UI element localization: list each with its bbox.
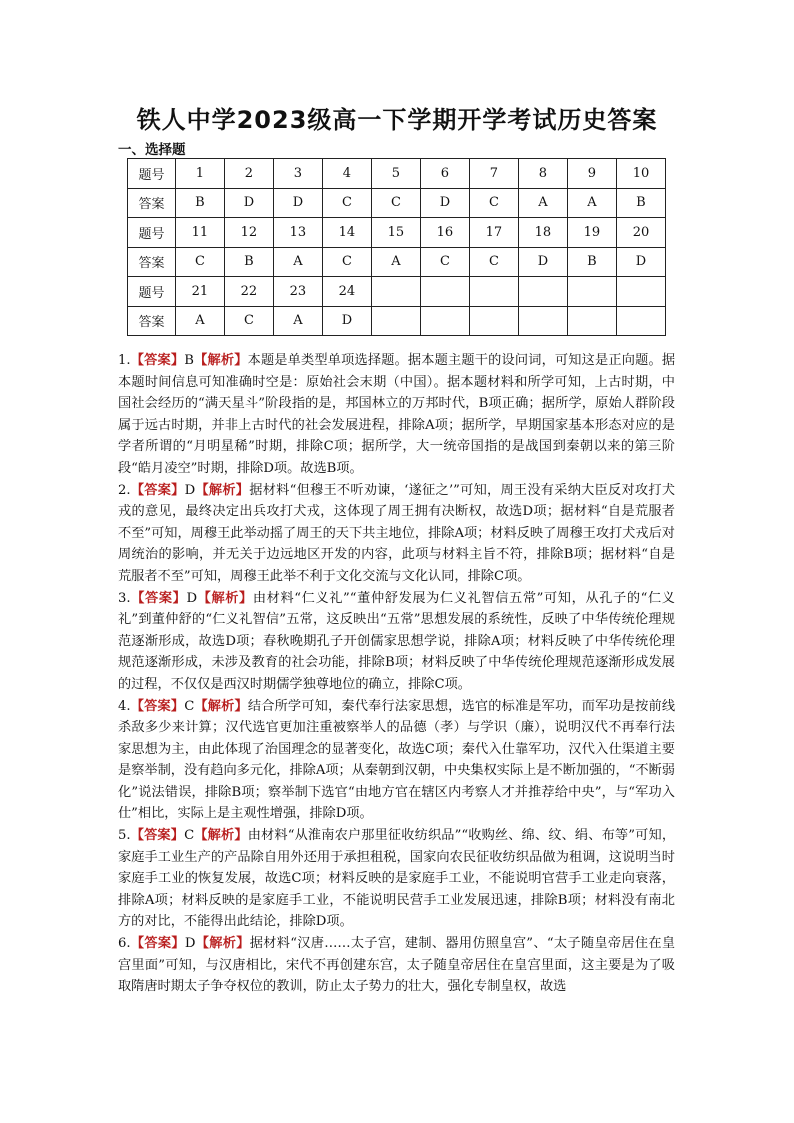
analysis-text: 据材料“但穆王不听劝谏，‘遂征之’”可知，周王没有采纳大臣反对攻打犬戎的意见，最终决定出兵攻打犬戎，这体现了周王拥有决断权，故选D项；据材料“自是荒服者不至”可知，周穆王此举动摇了周王的天下共主地位，排除A项；材料反映了周穆王攻打犬戎后对周统治的影响，并无关于边远地区开发的内容，此项与材料主旨不符，排除B项；据材料“自是荒服者不至”可知，周穆王此举不利于文化交流与文化认同，排除C项。 — [118, 482, 676, 584]
answer-cell: A — [273, 306, 322, 336]
question-number-cell: 15 — [371, 218, 420, 248]
question-number-cell — [469, 277, 518, 307]
analysis-item — [118, 588, 675, 696]
analysis-text: 本题是单类型单项选择题。据本题主题干的设问词，可知这是正向题。据本题时间信息可知准确时空是：原始社会末期（中国）。据本题材料和所学可知，上古时期，中国社会经历的“满天星斗”阶段指的是，邦国林立的万邦时代，B项正确；据所学，原始人群阶段属于远古时期，并非上古时代的社会发展进程，排除A项；据所学，早期国家基本形态对应的是学者所谓的“月明星稀”时期，排除C项；据所学，大一统帝国指的是战国到秦朝以来的第三阶段“皓月凌空”时期，排除D项。故选B项。 — [118, 353, 676, 476]
answer-tag: 【答案】 — [130, 590, 187, 606]
answer-cell: B — [616, 188, 665, 218]
analysis-item — [118, 696, 675, 826]
answer-cell: A — [518, 188, 567, 218]
question-number-cell: 7 — [469, 159, 518, 189]
question-number-cell: 18 — [518, 218, 567, 248]
row-label: 题号 — [128, 159, 176, 189]
answer-row — [128, 188, 666, 218]
question-number-cell: 9 — [567, 159, 616, 189]
question-number: 4. — [118, 698, 131, 714]
question-number-cell: 11 — [175, 218, 224, 248]
analysis-text: 结合所学可知，秦代奉行法家思想，选官的标准是军功，而军功是按前线杀敌多少来计算；汉代选官更加注重被察举人的品德（孝）与学识（廉），说明汉代不再奉行法家思想为主，由此体现了治国理念的显著变化，故选C项；秦代入仕靠军功，汉代入仕渠道主要是察举制，没有趋向多元化，排除A项；从秦朝到汉朝，中央集权实际上是不断加强的，“不断弱化”说法错误，排除B项；察举制下选官“由地方官在辖区内考察人才并推荐给中央”，与“军功入仕”相比，实际上是主观性增强，排除D项。 — [118, 698, 676, 822]
answer-cell: D — [322, 306, 371, 336]
answer-cell — [469, 306, 518, 336]
question-number-cell: 14 — [322, 218, 371, 248]
analysis-text: 由材料“仁义礼”“董仲舒发展为仁义礼智信五常”可知，从孔子的“仁义礼”到董仲舒的“仁义礼智信”五常，这反映出“五常”思想发展的系统性，反映了中华传统伦理规范逐渐形成，故选D项；春秋晚期孔子开创儒家思想学说，排除A项；材料反映了中华传统伦理规范逐渐形成，未涉及教育的社会功能，排除B项；材料反映了中华传统伦理规范逐渐形成发展的过程，不仅仅是西汉时期儒学独尊地位的确立，排除C项。 — [118, 590, 675, 692]
section-heading: 一、选择题 — [118, 142, 186, 158]
question-number-row — [128, 159, 666, 189]
question-number-cell — [518, 277, 567, 307]
analysis-item — [118, 480, 675, 588]
answer-tag: 【答案】 — [130, 353, 185, 368]
answer-tag: 【答案】 — [130, 698, 185, 714]
question-number-cell: 10 — [616, 159, 665, 189]
question-number-cell: 21 — [175, 277, 224, 307]
analysis-tag: 【解析】 — [195, 936, 250, 952]
question-number-cell: 19 — [567, 218, 616, 248]
answer-cell: C — [420, 247, 469, 277]
question-number-cell — [371, 277, 420, 307]
question-number: 2. — [118, 482, 131, 498]
question-number: 6. — [118, 936, 131, 952]
question-number-cell: 1 — [175, 159, 224, 189]
row-label: 答案 — [128, 247, 176, 277]
answer-cell — [371, 306, 420, 336]
answer-cell: B — [175, 188, 224, 218]
answer-cell: D — [616, 247, 665, 277]
row-label: 题号 — [128, 277, 176, 307]
question-number-cell: 20 — [616, 218, 665, 248]
question-number-row — [128, 218, 666, 248]
answer-cell: C — [469, 247, 518, 277]
question-number-cell: 23 — [273, 277, 322, 307]
answer-cell: C — [322, 188, 371, 218]
analysis-item — [118, 350, 675, 480]
question-number-cell: 3 — [273, 159, 322, 189]
answer-letter: C — [184, 698, 195, 714]
question-number-cell: 2 — [224, 159, 273, 189]
row-label: 题号 — [128, 218, 176, 248]
question-number-cell: 24 — [322, 277, 371, 307]
answer-cell: D — [273, 188, 322, 218]
question-number-cell — [616, 277, 665, 307]
answer-cell: B — [224, 247, 273, 277]
question-number: 3. — [118, 590, 131, 606]
answer-cell: A — [175, 306, 224, 336]
answer-cell: B — [567, 247, 616, 277]
answer-letter: D — [186, 590, 198, 606]
analysis-tag: 【解析】 — [197, 590, 253, 606]
answer-cell — [518, 306, 567, 336]
row-label: 答案 — [128, 188, 176, 218]
answer-cell — [567, 306, 616, 336]
analysis-text: 由材料“从淮南农户那里征收纺织品”“收购丝、绵、纹、绢、布等”可知，家庭手工业生产的产品除自用外还用于承担租税，国家向农民征收纺织品做为租调，这说明当时家庭手工业的恢复发展，故选C项；材料反映的是家庭手工业，不能说明官营手工业走向衰落，排除A项；材料反映的是家庭手工业，不能说明民营手工业发展迅速，排除B项；材料没有南北方的对比，不能得出此结论，排除D项。 — [118, 828, 676, 930]
answer-tag: 【答案】 — [130, 828, 185, 844]
answer-tag: 【答案】 — [130, 936, 185, 952]
answer-cell: A — [273, 247, 322, 277]
question-number-cell: 4 — [322, 159, 371, 189]
question-number-cell: 5 — [371, 159, 420, 189]
page-title: 铁人中学2023级高一下学期开学考试历史答案 — [136, 106, 658, 134]
analysis-tag: 【解析】 — [194, 698, 248, 714]
question-number-cell: 16 — [420, 218, 469, 248]
question-number-cell: 6 — [420, 159, 469, 189]
answer-cell: A — [371, 247, 420, 277]
answer-cell: D — [420, 188, 469, 218]
question-number-cell: 13 — [273, 218, 322, 248]
answer-cell: C — [371, 188, 420, 218]
answer-row — [128, 306, 666, 336]
analysis-item — [118, 825, 675, 933]
question-number-cell — [420, 277, 469, 307]
answer-letter: D — [184, 482, 196, 498]
answer-cell: C — [224, 306, 273, 336]
answer-cell — [420, 306, 469, 336]
answer-cell — [616, 306, 665, 336]
analysis-tag: 【解析】 — [195, 482, 250, 498]
question-number-cell: 17 — [469, 218, 518, 248]
question-number-cell — [567, 277, 616, 307]
answer-cell: C — [175, 247, 224, 277]
question-number-cell: 22 — [224, 277, 273, 307]
question-number: 5. — [118, 828, 131, 844]
analysis-tag: 【解析】 — [194, 828, 248, 844]
answer-cell: D — [518, 247, 567, 277]
answer-letter: D — [184, 936, 196, 952]
answer-cell: D — [224, 188, 273, 218]
answer-cell: A — [567, 188, 616, 218]
question-number-row — [128, 277, 666, 307]
analysis-item — [118, 933, 675, 998]
analysis-text: 据材料“汉唐……太子宫，建制、器用仿照皇宫”、“太子随皇帝居住在皇宫里面”可知，与汉唐相比，宋代不再创建东宫，太子随皇帝居住在皇宫里面，这主要是为了吸取隋唐时期太子争夺权位的教训，防止太子势力的壮大，强化专制皇权，故选 — [118, 936, 676, 995]
row-label: 答案 — [128, 306, 176, 336]
answer-table — [127, 158, 666, 336]
answer-tag: 【答案】 — [130, 482, 185, 498]
answer-letter: B — [184, 353, 194, 368]
question-number-cell: 8 — [518, 159, 567, 189]
analysis-tag: 【解析】 — [193, 353, 248, 368]
answer-letter: C — [184, 828, 195, 844]
answer-row — [128, 247, 666, 277]
analysis-body — [118, 350, 675, 998]
question-number: 1. — [118, 353, 131, 368]
answer-cell: C — [469, 188, 518, 218]
question-number-cell: 12 — [224, 218, 273, 248]
answer-cell: C — [322, 247, 371, 277]
